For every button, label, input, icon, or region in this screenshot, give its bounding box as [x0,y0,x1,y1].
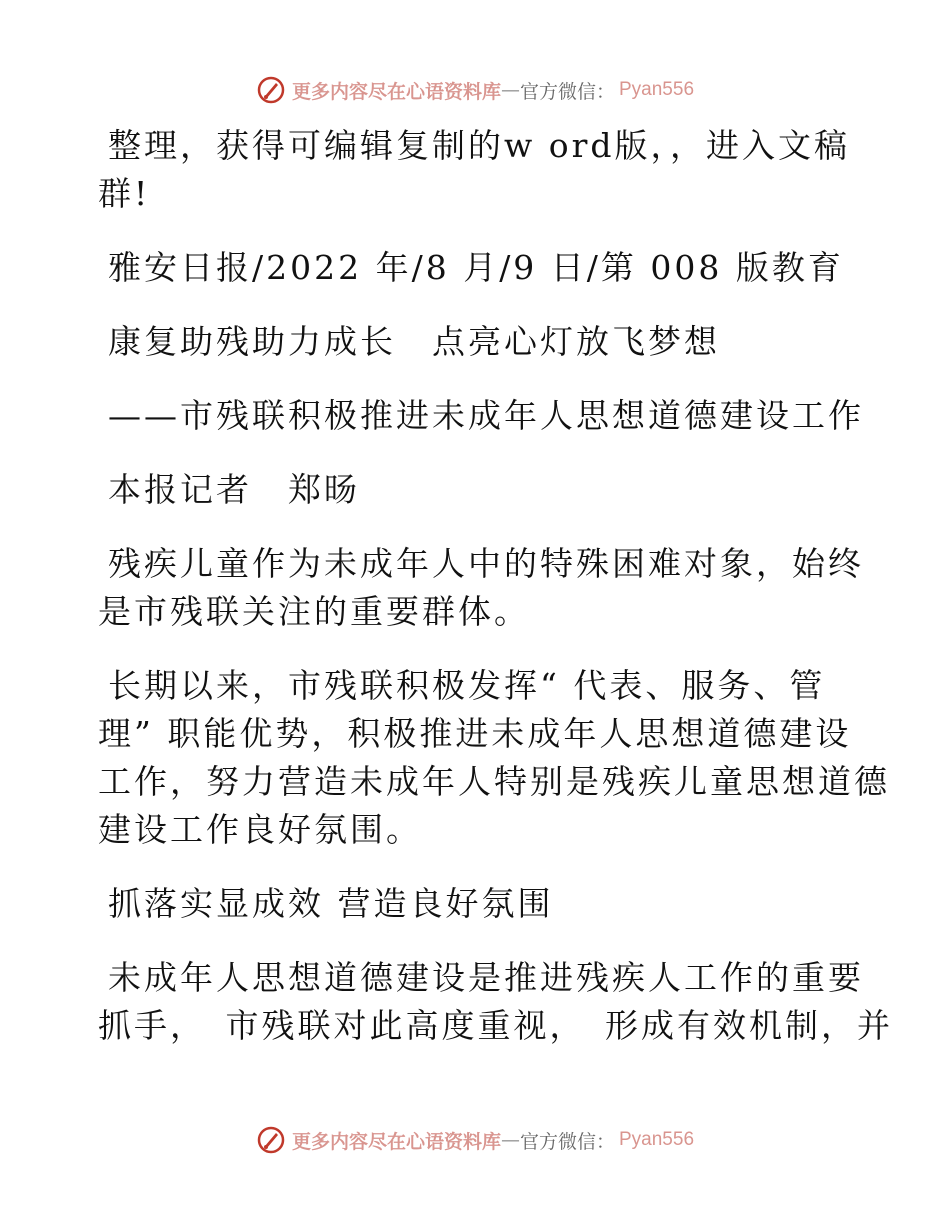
text-line: 理” 职能优势，积极推进未成年人思想道德建设 [98,714,852,753]
quill-logo-icon [256,1125,286,1155]
paragraph-6 [98,662,890,854]
text-line: 抓落实显成效 营造良好氛围 [108,884,554,923]
text-line: 群! [98,174,151,213]
wechat-label: 官方微信： [519,80,615,103]
text-line: 抓手， 市残联对此高度重视， 形成有效机制，并 [98,1006,893,1045]
separator: — [500,1129,520,1151]
watermark-banner-top [0,70,950,110]
text-line: 雅安日报/2022 年/8 月/9 日/第 008 版教育 [108,248,844,287]
paragraph-5 [98,540,864,636]
text-line: 工作，努力营造未成年人特别是残疾儿童思想道德 [98,762,890,801]
wechat-label: 官方微信： [519,1130,615,1153]
text-line: 整理，获得可编辑复制的w ord版，，进入文稿 [108,126,851,165]
watermark-banner-bottom [0,1120,950,1160]
document-body [98,122,893,1050]
separator: — [500,79,520,101]
brand-text: 更多内容尽在心语资料库 [291,1130,501,1153]
headline [98,318,858,366]
wechat-id: Pyan556 [619,79,695,100]
brand-text: 更多内容尽在心语资料库 [291,80,501,103]
paragraph-1 [98,244,858,292]
text-line: 康复助残助力成长 点亮心灯放飞梦想 [108,322,720,361]
text-line: ——市残联积极推进未成年人思想道德建设工作 [108,396,864,435]
text-line: 本报记者 郑旸 [108,470,360,509]
text-line: 残疾儿童作为未成年人中的特殊困难对象，始终 [108,544,864,583]
byline [98,466,858,514]
text-line: 建设工作良好氛围。 [98,810,422,849]
text-line: 未成年人思想道德建设是推进残疾人工作的重要 [108,958,864,997]
quill-logo-icon [256,75,286,105]
wechat-id: Pyan556 [619,1129,695,1150]
section-heading [98,880,858,928]
subheadline [98,392,864,440]
text-line: 是市残联关注的重要群体。 [98,592,530,631]
text-line: 长期以来，市残联积极发挥“ 代表、服务、管 [108,666,826,705]
paragraph-8 [98,954,893,1050]
paragraph-0 [98,122,858,218]
